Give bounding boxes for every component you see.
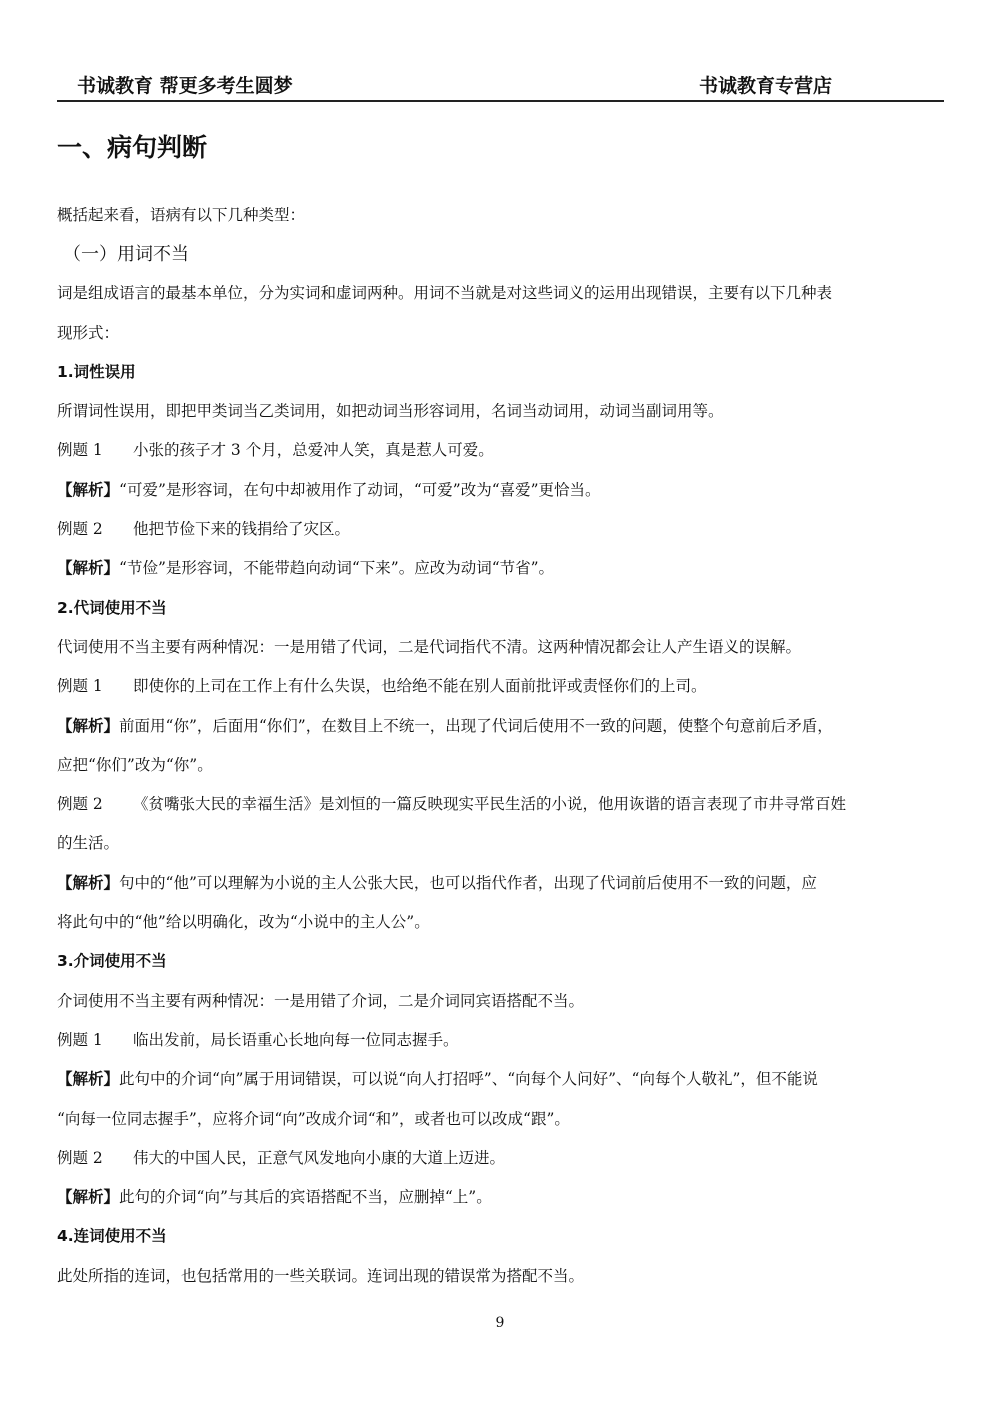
analysis-tag: 【解析】 (57, 1070, 120, 1089)
example-label: 例题 1 (57, 441, 103, 460)
page-header (57, 72, 944, 102)
s2-description: 代词使用不当主要有两种情况：一是用错了代词，二是代词指代不清。这两种情况都会让人产生语义的误解。 (57, 637, 802, 656)
s3-analysis-1-line-1 (57, 1060, 947, 1099)
analysis-tag: 【解析】 (57, 1188, 120, 1207)
example-text: 小张的孩子才 3 个月，总爱冲人笑，真是惹人可爱。 (133, 441, 494, 460)
heading-conjunction-misuse: 4.连词使用不当 (57, 1227, 167, 1246)
s4-description: 此处所指的连词，也包括常用的一些关联词。连词出现的错误常为搭配不当。 (57, 1266, 585, 1285)
s2-analysis-2-line-1 (57, 864, 947, 903)
s3-analysis-2 (57, 1178, 947, 1217)
s2-analysis-2-line-2: 将此句中的“他”给以明确化，改为“小说中的主人公”。 (57, 913, 430, 932)
analysis-text: “节俭”是形容词，不能带趋向动词“下来”。应改为动词“节省”。 (119, 559, 555, 578)
analysis-text: “可爱”是形容词，在句中却被用作了动词，“可爱”改为“喜爱”更恰当。 (119, 480, 601, 499)
s1-description: 所谓词性误用，即把甲类词当乙类词用，如把动词当形容词用，名词当动词用，动词当副词用等。 (57, 402, 724, 421)
s1-example-1 (57, 431, 947, 470)
intro-text: 概括起来看，语病有以下几种类型： (57, 206, 306, 224)
example-label: 例题 1 (57, 677, 103, 696)
heading-pronoun-misuse: 2.代词使用不当 (57, 598, 167, 617)
example-text: 临出发前，局长语重心长地向每一位同志握手。 (133, 1030, 459, 1049)
example-label: 例题 2 (57, 795, 103, 814)
s3-example-1 (57, 1021, 947, 1060)
s2-example-2-line-1 (57, 785, 947, 824)
s1-analysis-2 (57, 549, 947, 588)
heading-word-class-misuse: 1.词性误用 (57, 362, 136, 381)
header-left-text: 书诚教育 帮更多考生圆梦 (77, 75, 293, 97)
example-text: 即使你的上司在工作上有什么失误，也给绝不能在别人面前批评或责怪你们的上司。 (133, 677, 707, 696)
s2-analysis-1-line-2: 应把“你们”改为“你”。 (57, 755, 213, 774)
example-text: 《贫嘴张大民的幸福生活》是刘恒的一篇反映现实平民生活的小说，他用诙谐的语言表现了市井寻常百姓 (133, 795, 847, 814)
analysis-tag: 【解析】 (57, 716, 120, 735)
s3-description: 介词使用不当主要有两种情况：一是用错了介词，二是介词同宾语搭配不当。 (57, 991, 585, 1010)
example-label: 例题 2 (57, 1148, 103, 1167)
example-text: 伟大的中国人民，正意气风发地向小康的大道上迈进。 (133, 1148, 506, 1167)
analysis-tag: 【解析】 (57, 559, 120, 578)
analysis-tag: 【解析】 (57, 873, 120, 892)
definition-line-1: 词是组成语言的最基本单位，分为实词和虚词两种。用词不当就是对这些词义的运用出现错误，主要有以下几种表 (57, 284, 833, 303)
s2-analysis-1-line-1 (57, 707, 947, 746)
subsection-title: （一）用词不当 (63, 244, 189, 265)
analysis-tag: 【解析】 (57, 480, 120, 499)
heading-preposition-misuse: 3.介词使用不当 (57, 952, 167, 971)
analysis-text: 此句中的介词“向”属于用词错误，可以说“向人打招呼”、“向每个人问好”、“向每个人敬礼”，但不能说 (119, 1070, 818, 1089)
example-label: 例题 2 (57, 520, 103, 539)
analysis-text: 此句的介词“向”与其后的宾语搭配不当，应删掉“上”。 (119, 1188, 492, 1207)
analysis-text: 句中的“他”可以理解为小说的主人公张大民，也可以指代作者，出现了代词前后使用不一致的问题，应 (119, 873, 817, 892)
s1-example-2 (57, 510, 947, 549)
s1-analysis-1 (57, 471, 947, 510)
s3-analysis-1-line-2: “向每一位同志握手”，应将介词“向”改成介词“和”，或者也可以改成“跟”。 (57, 1109, 570, 1128)
page-number: 9 (495, 1315, 505, 1331)
s2-example-2-line-2: 的生活。 (57, 834, 120, 853)
analysis-text: 前面用“你”，后面用“你们”，在数目上不统一，出现了代词后使用不一致的问题，使整个句意前后矛盾， (119, 716, 833, 735)
example-text: 他把节俭下来的钱捐给了灾区。 (133, 520, 351, 539)
document-body (57, 196, 947, 1296)
example-label: 例题 1 (57, 1030, 103, 1049)
section-title: 一、病句判断 (57, 133, 208, 162)
header-right-text: 书诚教育专营店 (698, 75, 832, 97)
s3-example-2 (57, 1139, 947, 1178)
definition-line-2: 现形式： (57, 323, 120, 342)
s2-example-1 (57, 667, 947, 706)
